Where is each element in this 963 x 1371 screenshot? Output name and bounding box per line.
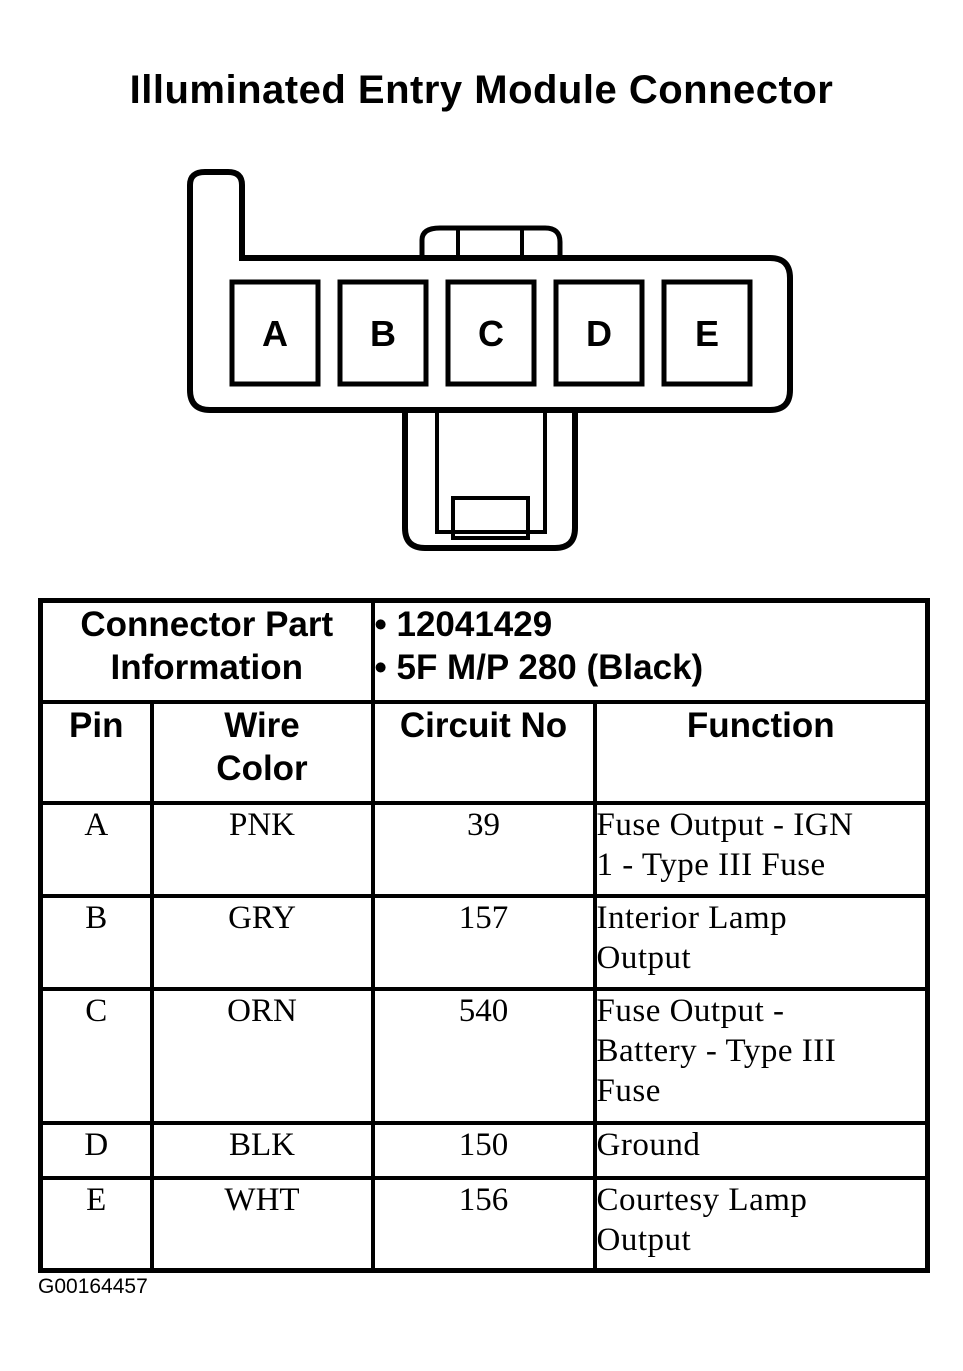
figure-code: G00164457: [38, 1275, 148, 1298]
function-cell: Courtesy Lamp Output: [595, 1178, 928, 1271]
circuit-cell: 156: [373, 1178, 595, 1271]
part-info-label-line2: Information: [110, 648, 303, 687]
col-header-pin: Pin: [41, 702, 152, 803]
col-header-function: Function: [595, 702, 928, 803]
pin-label-c: C: [478, 313, 504, 354]
table-row: [41, 803, 928, 896]
pin-cell: A: [41, 803, 152, 896]
col-header-wire-color: Wire Color: [152, 702, 373, 803]
col-header-circuit: Circuit No: [373, 702, 595, 803]
circuit-cell: 39: [373, 803, 595, 896]
function-cell: Fuse Output - Battery - Type III Fuse: [595, 989, 928, 1123]
connector-drawing: [0, 160, 963, 560]
connector-type: • 5F M/P 280 (Black): [374, 648, 704, 687]
top-lock-tab: [422, 228, 560, 258]
part-info-row: [41, 601, 928, 702]
pin-label-d: D: [586, 313, 612, 354]
part-info-values-cell: [373, 601, 928, 702]
connector-housing: [190, 172, 790, 410]
part-info-label-cell: [41, 601, 373, 702]
table-row: [41, 896, 928, 989]
pin-label-a: A: [262, 313, 288, 354]
wire-color-cell: BLK: [152, 1123, 373, 1178]
wire-color-cell: PNK: [152, 803, 373, 896]
diagram-title: Illuminated Entry Module Connector: [129, 68, 834, 112]
circuit-cell: 157: [373, 896, 595, 989]
table-row: [41, 1123, 928, 1178]
pin-cell: B: [41, 896, 152, 989]
pin-cell: C: [41, 989, 152, 1123]
function-cell: Fuse Output - IGN 1 - Type III Fuse: [595, 803, 928, 896]
table-row: [41, 989, 928, 1123]
wire-color-cell: WHT: [152, 1178, 373, 1271]
part-info-label-line1: Connector Part: [80, 605, 334, 644]
bottom-key: [405, 410, 575, 548]
circuit-cell: 540: [373, 989, 595, 1123]
pin-cell: D: [41, 1123, 152, 1178]
table-row: [41, 1178, 928, 1271]
pin-cell: E: [41, 1178, 152, 1271]
wire-color-cell: GRY: [152, 896, 373, 989]
pin-cavities: [232, 282, 750, 384]
function-cell: Interior Lamp Output: [595, 896, 928, 989]
circuit-cell: 150: [373, 1123, 595, 1178]
wire-color-cell: ORN: [152, 989, 373, 1123]
connector-info-table: [38, 598, 930, 1273]
column-header-row: [41, 702, 928, 803]
part-number: • 12041429: [374, 605, 553, 644]
function-cell: Ground: [595, 1123, 928, 1178]
pin-label-e: E: [694, 313, 720, 354]
pin-label-b: B: [370, 313, 396, 354]
